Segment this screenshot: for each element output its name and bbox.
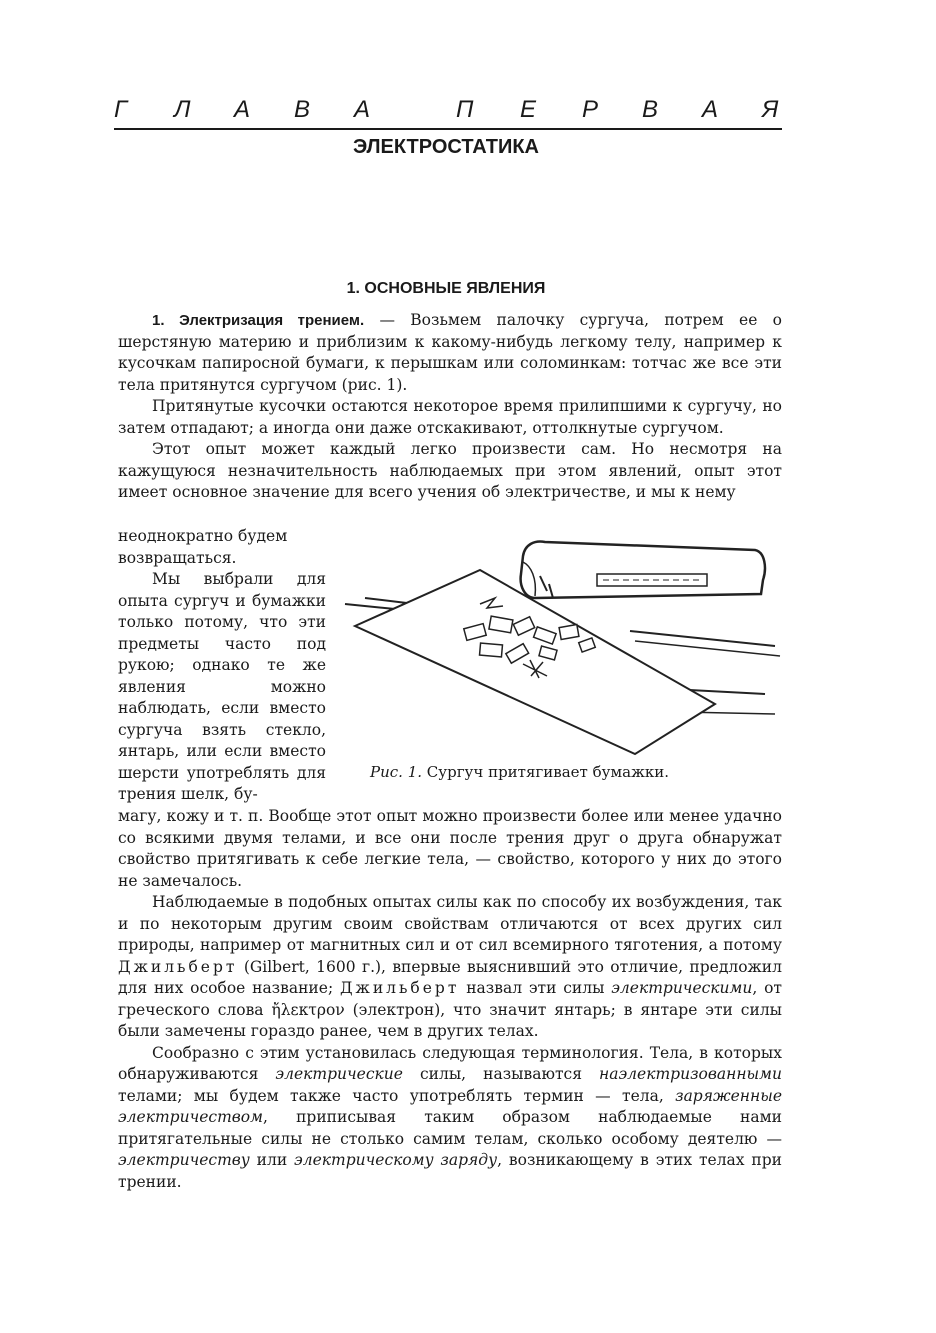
narrow-text-column (118, 526, 326, 806)
paragraph-3: Этот опыт может каждый легко произвести сам. Но несмотря на кажущуюся незначительность наблюдаемых при этом явлений, опыт этот имеет основное значение для всего учения об электричестве, и мы к нему (118, 440, 782, 501)
upper-text-block (118, 310, 782, 504)
paragraph-6-text: телами; мы будем также часто употреблять термин — тела, (118, 1086, 676, 1105)
paragraph-1-lead: 1. Электризация трением. (152, 312, 365, 329)
chapter-letter: А (702, 96, 719, 123)
chapter-letter: В (294, 96, 311, 123)
chapter-letter: А (354, 96, 371, 123)
spaced-name: Джильберт (339, 979, 460, 997)
figure-sealing-wax-illustration (335, 536, 785, 766)
italic-term: заряженные электричеством (118, 1086, 782, 1126)
figure-caption (370, 763, 770, 781)
paragraph-6 (118, 1043, 782, 1194)
spaced-name: Джильберт (118, 957, 238, 976)
paragraph-6-text: , возникающему в этих телах при трении. (118, 1151, 782, 1191)
figure-caption-text: Сургуч притягивает бумажки. (426, 763, 670, 781)
chapter-letter: Г (114, 96, 128, 123)
chapter-letter: А (234, 96, 251, 123)
paragraph-1-text: — Возьмем палочку сургуча, потрем ее о шерстяную материю и приблизим к какому-нибудь легкому телу, например к кусочкам папиросной бумаги, к перышкам или соломинкам: тотчас же все эти тела притянутся сургучом (рис. 1). (118, 311, 783, 394)
chapter-letter: В (642, 96, 659, 123)
section-title: 1. ОСНОВНЫЕ ЯВЛЕНИЯ (346, 280, 546, 297)
lower-text-block (118, 806, 782, 1193)
paragraph-5-text: назвал эти силы (459, 979, 612, 997)
paragraph-6-text: силы, называются (402, 1065, 600, 1083)
paragraph-2: Притянутые кусочки остаются некоторое время прилипшими к сургучу, но затем отпадают; а иногда они даже отскакивают, оттолкнутые сургучом. (118, 397, 782, 437)
paragraph-3-continuation: неоднократно будем возвращаться. (118, 527, 288, 567)
figure-label: Рис. 1. (370, 763, 423, 781)
paragraph-5-text: , от греческого слова ἤλεκτρον (электрон), что значит янтарь; в янтаре эти силы были замечены гораздо ранее, чем в других телах. (118, 979, 782, 1040)
paragraph-5-text: (Gilbert, 1600 г.), впервые выяснивший это отличие, предложил для них особое название; (118, 957, 782, 997)
italic-term: электрическому заряду (294, 1151, 498, 1169)
chapter-letter: Я (762, 96, 779, 123)
italic-term: электрические (275, 1065, 403, 1083)
paragraph-5-text: Наблюдаемые в подобных опытах силы как по способу их возбуждения, так и по некоторым другим своим свойствам отличаются от всех других сил природы, например от магнитных сил и от сил всемирного тяготения, а потому (118, 893, 782, 954)
chapter-heading (112, 96, 792, 136)
paragraph-4: Мы выбрали для опыта сургуч и бумажки только потому, что эти предметы часто под рукою; однако те же явления можно наблюдать, если вместо сургуча взять стекло, янтарь, или если вместо шерсти употреблять для трения шелк, бу- (118, 570, 326, 803)
paragraph-6-text: Сообразно с этим установилась следующая терминология. Тела, в которых обнаруживаются (118, 1043, 782, 1083)
paragraph-4-continuation: магу, кожу и т. п. Вообще этот опыт можно произвести более или менее удачно со всякими двумя телами, и все они после трения друг о друга обнаружат свойство притягивать к себе легкие тела, — свойство, которого у них до этого не замечалось. (118, 807, 782, 890)
italic-term: электричеству (118, 1151, 250, 1169)
chapter-rule (114, 128, 782, 130)
chapter-letter: Р (582, 96, 599, 123)
paragraph-6-text: , приписывая таким образом наблюдаемые нами притягательные силы не столько самим телам, сколько особому деятелю — (118, 1108, 782, 1148)
paragraph-1 (118, 310, 782, 396)
paragraph-5 (118, 892, 782, 1043)
chapter-letter: Л (174, 96, 191, 123)
part-title: ЭЛЕКТРОСТАТИКА (353, 136, 539, 158)
italic-term: наэлектризованными (599, 1065, 783, 1083)
paragraph-6-text: или (249, 1151, 295, 1169)
chapter-letter: П (456, 96, 474, 123)
italic-term: электрическими (611, 979, 753, 997)
chapter-letter: Е (520, 96, 537, 123)
